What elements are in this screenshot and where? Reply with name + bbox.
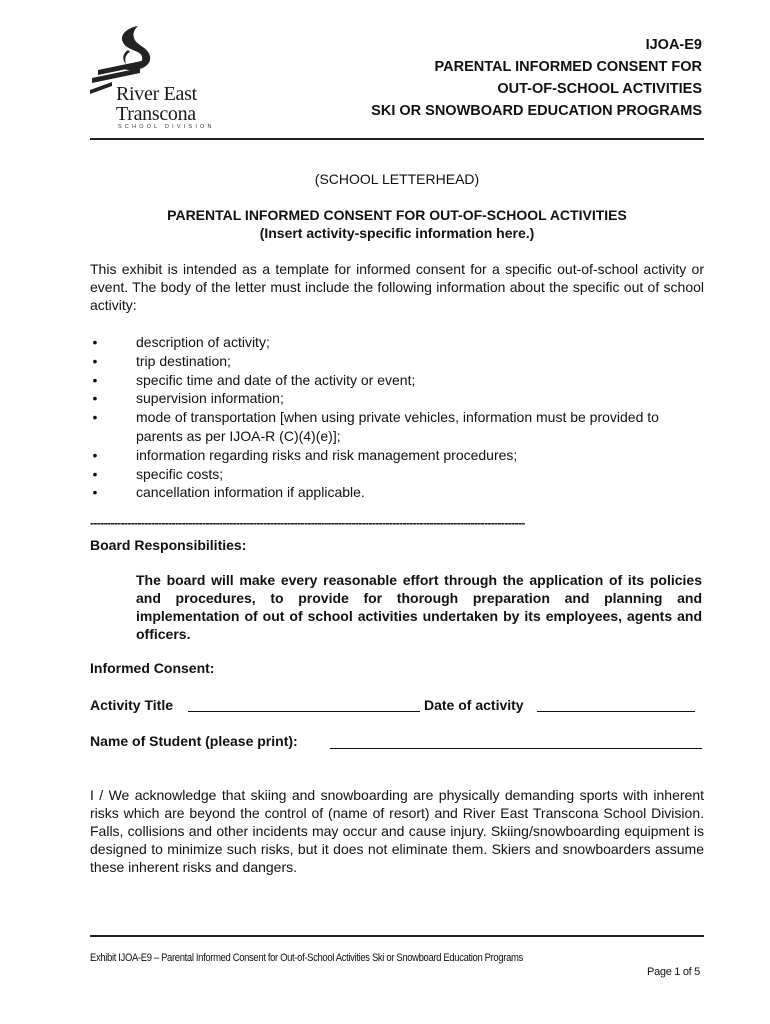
bullet-icon: • [92,371,98,388]
footer-text: Exhibit IJOA-E9 – Parental Informed Consent for Out-of-School Activities Ski or Snowboard Education Programs [90,952,523,964]
consent-heading: Informed Consent: [90,660,215,676]
required-info-list [90,333,704,502]
activity-date-field[interactable] [537,697,695,712]
intro-paragraph: This exhibit is intended as a template for informed consent for a specific out-of-school activity or event. The body of the letter must include the following information about the specific out of school activity: [90,261,704,313]
list-item: • specific time and date of the activity or event; [90,371,704,390]
letterhead-placeholder: (SCHOOL LETTERHEAD) [314,171,480,187]
activity-title-field[interactable] [188,697,420,712]
bullet-icon: • [92,446,98,463]
policy-code: IJOA-E9 [645,37,702,53]
dashed-separator: -------------------------------------------------------------------------------------------------------------------------------- [90,516,525,530]
activity-title-label: Activity Title [90,697,173,713]
bullet-icon: • [92,409,98,426]
logo-wordmark [116,84,197,124]
bullet-icon: • [92,465,98,482]
list-item: • supervision information; [90,389,704,408]
bullet-icon: • [92,390,98,407]
document-header [371,34,702,122]
header-rule [90,138,704,140]
letter-title: PARENTAL INFORMED CONSENT FOR OUT-OF-SCHOOL ACTIVITIES [167,207,627,223]
logo-subtitle: SCHOOL DIVISION [118,124,215,130]
student-name-label: Name of Student (please print): [90,733,298,749]
board-heading: Board Responsibilities: [90,537,247,553]
header-line-2: OUT-OF-SCHOOL ACTIVITIES [497,81,702,97]
list-item: • mode of transportation [when using private vehicles, information must be provided to parents as per IJOA-R (C)(4)(e)]; [90,408,704,446]
header-line-1: PARENTAL INFORMED CONSENT FOR [434,59,702,75]
logo-name-line2: Transcona [116,103,196,125]
student-name-field[interactable] [330,734,702,749]
header-line-3: SKI OR SNOWBOARD EDUCATION PROGRAMS [371,103,702,119]
list-item: • description of activity; [90,333,704,352]
activity-date-label: Date of activity [424,697,524,713]
bullet-icon: • [92,334,98,350]
bullet-icon: • [92,484,98,501]
board-statement: The board will make every reasonable effort through the application of its policies and procedures, to provide for thorough preparation and planning and implementation of out of school activities undertaken by its employees, agents and officers. [136,572,702,642]
list-item: • specific costs; [90,465,704,484]
list-item: • information regarding risks and risk management procedures; [90,446,704,465]
page-number: Page 1 of 5 [647,966,700,978]
list-item: • trip destination; [90,352,704,371]
footer-rule [90,935,704,937]
letter-subtitle: (Insert activity-specific information here.) [259,225,535,241]
list-item: • cancellation information if applicable. [90,483,704,502]
acknowledgement-paragraph: I / We acknowledge that skiing and snowboarding are physically demanding sports with inherent risks which are beyond the control of (name of resort) and River East Transcona School Division. Falls, collisions and other incidents may occur and cause injury. Skiing/snowboarding equipment is designed to minimize such risks, but it does not eliminate them. Skiers and snowboarders assume these inherent risks and dangers. [90,787,704,875]
logo-name-line1: River East [116,83,197,105]
bullet-icon: • [92,352,98,369]
